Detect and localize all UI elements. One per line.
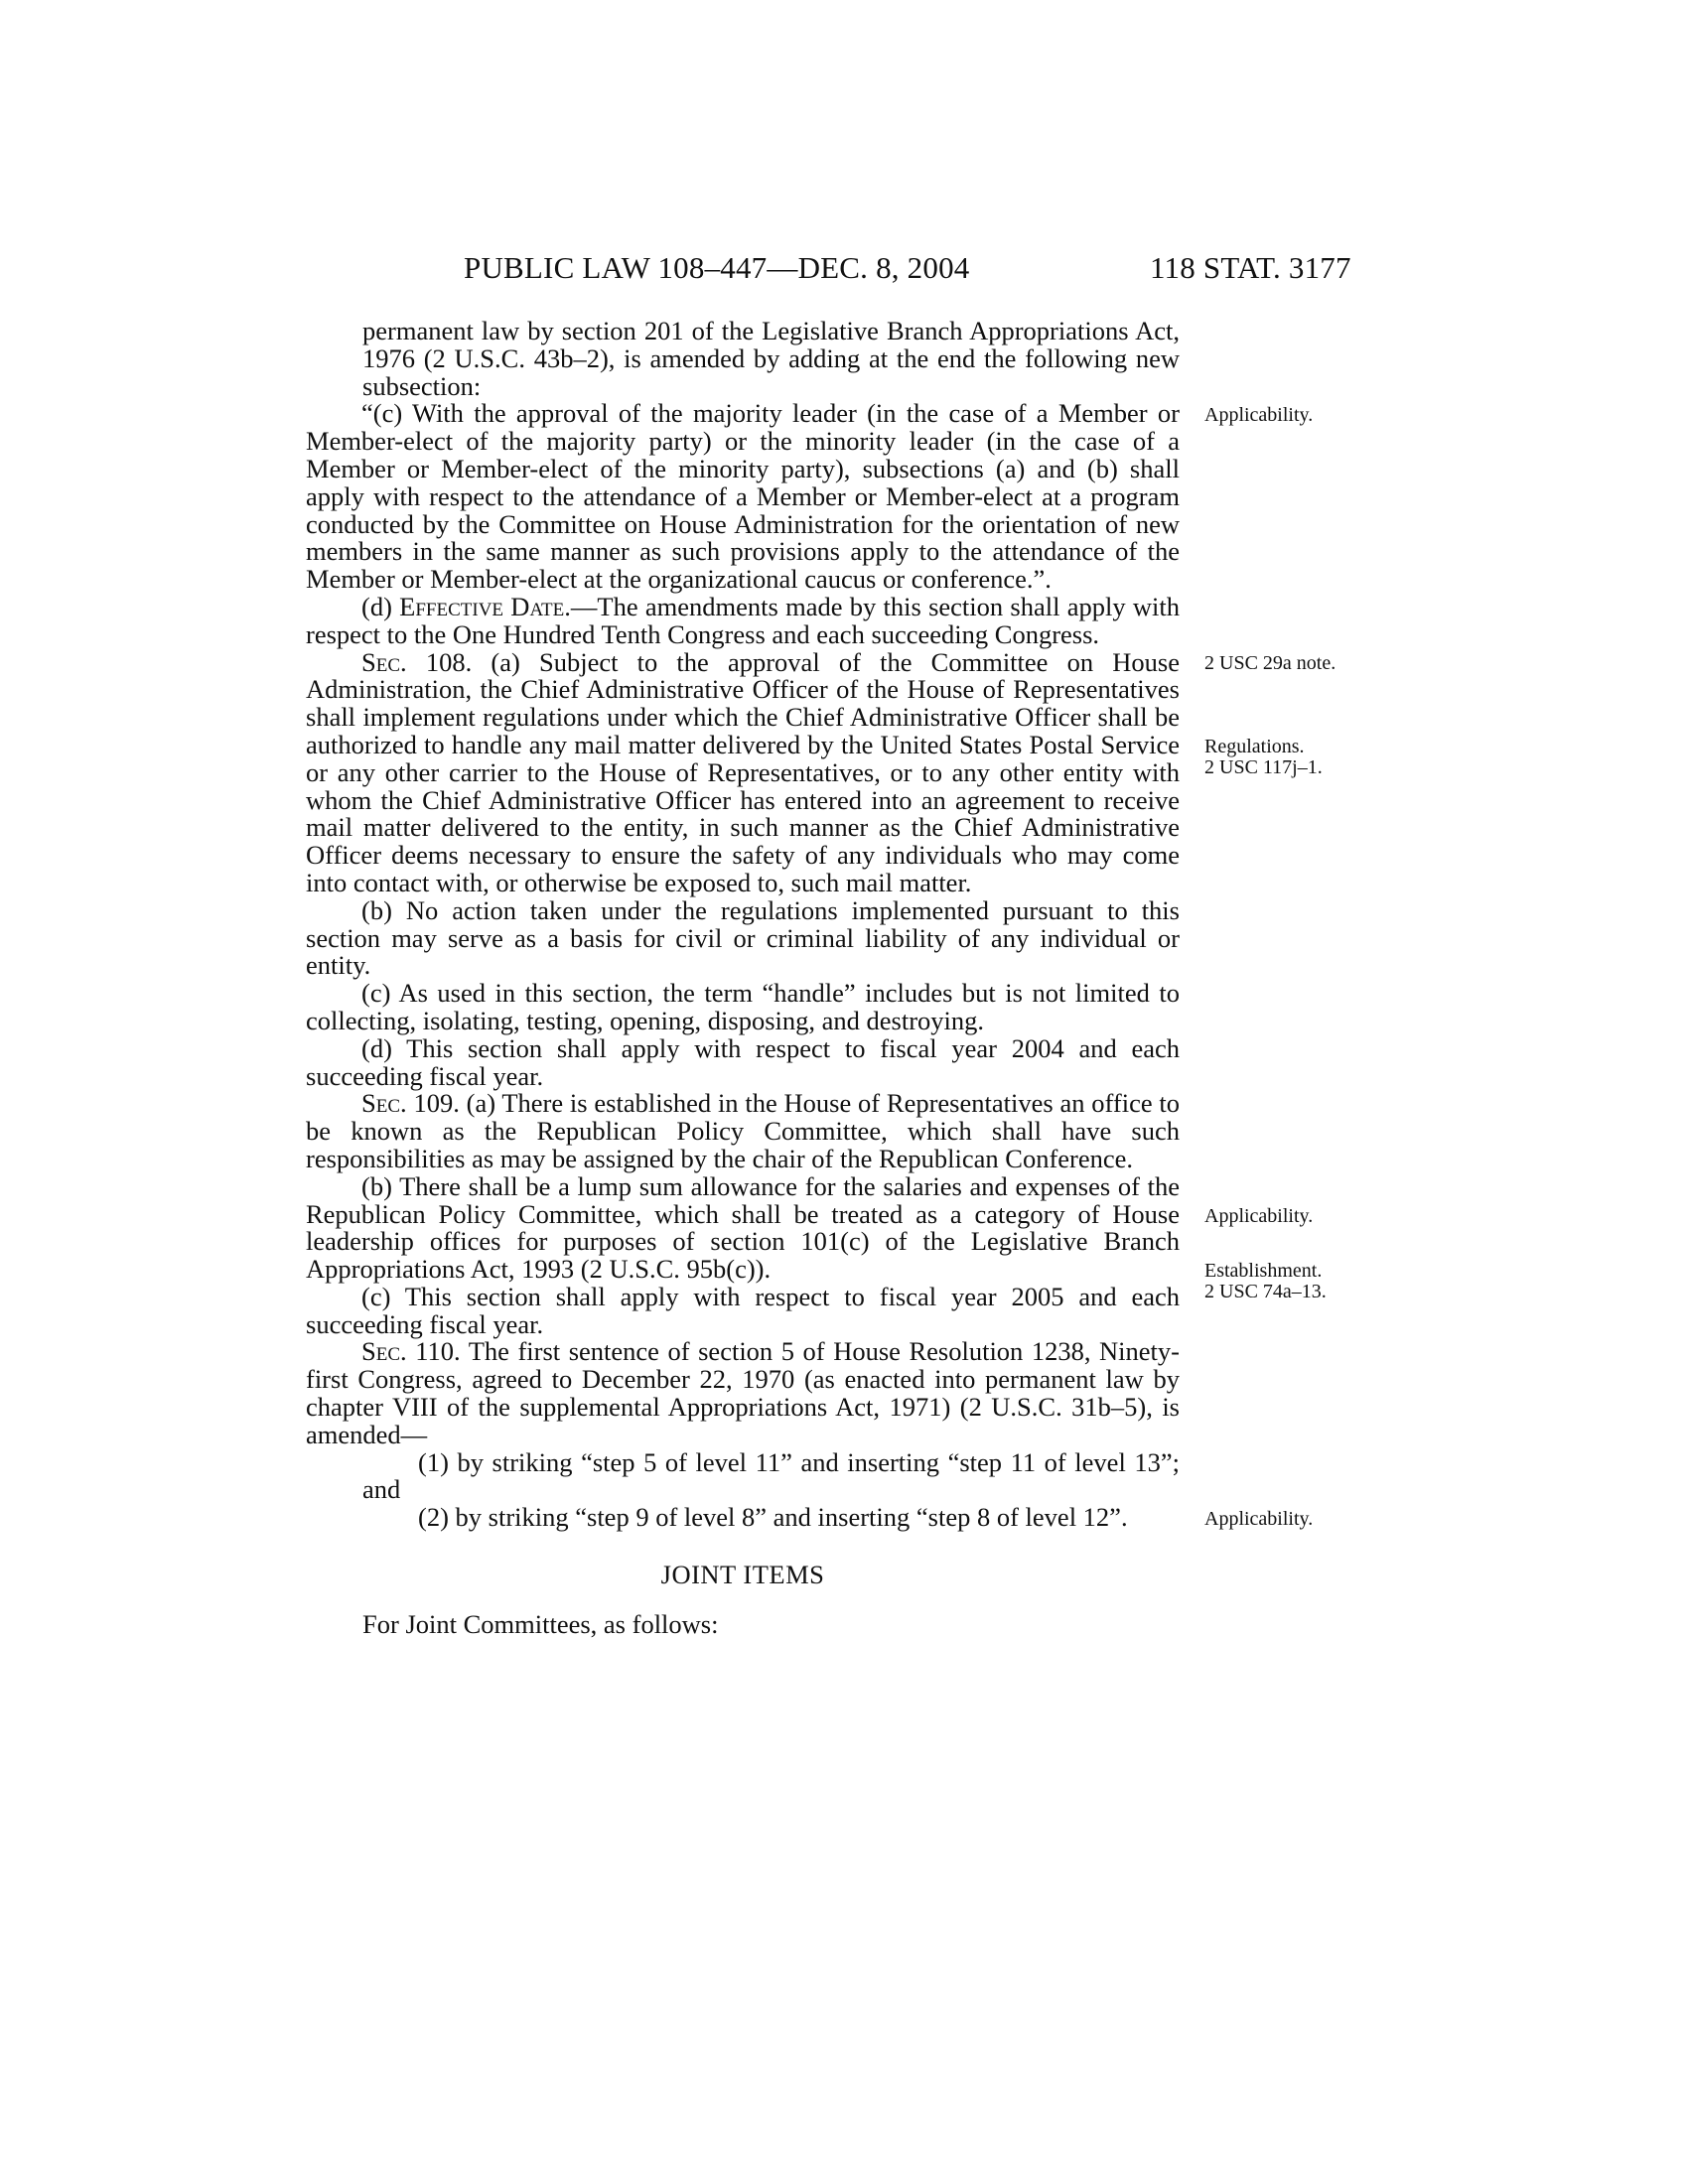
section-109-a [306,1090,1180,1172]
section-109-text: . 109. (a) There is established in the House of Representatives an office to be known as the Republican Policy Committee, which shall have such responsibilities as may be assigned by the chair of the Republican Conference. [306,1088,1180,1173]
list-item-2: (2) by striking “step 9 of level 8” and inserting “step 8 of level 12”. [418,1502,1128,1533]
margin-note-establishment: Establishment. [1204,1260,1323,1282]
section-109-b: (b) There shall be a lump sum allowance for the salaries and expenses of the Republican Policy Committee, which shall be treated as a category of House leadership offices for purposes of section 101(c) of the Legislative Branch Appropriations Act, 1993 (2 U.S.C. 95b(c)). [306,1170,1180,1285]
section-108-c: (c) As used in this section, the term “handle” includes but is not limited to collecting, isolating, testing, opening, disposing, and destroying. [306,978,1180,1035]
paragraph-continuation: permanent law by section 201 of the Legislative Branch Appropriations Act, 1976 (2 U.S.C. 43b–2), is amended by adding at the end the following new subsection: [362,316,1180,401]
paragraph-subsection-c: “(c) With the approval of the majority leader (in the case of a Member or Member-elect of the majority party) or the minority leader (in the case of a Member or Member-elect of the minority party), subsections (a) and (b) shall apply with respect to the attendance of a Member or Member-elect at a program conducted by the Committee on House Administration for the orientation of new members in the same manner as such provisions apply to the attendance of the Member or Member-elect at the organizational caucus or conference.”. [306,398,1180,595]
sec-label: Sec [361,1336,401,1367]
joint-items-heading: JOINT ITEMS [660,1560,825,1590]
section-110 [306,1338,1180,1448]
section-108-a [306,646,1180,897]
section-108-b: (b) No action taken under the regulations implemented pursuant to this section may serve as a basis for civil or criminal liability of any individual or entity. [306,894,1180,981]
margin-note-applicability: Applicability. [1204,404,1314,426]
section-109-c: (c) This section shall apply with respect to fiscal year 2005 and each succeeding fiscal year. [306,1281,1180,1339]
list-item-1: (1) by striking “step 5 of level 11” and inserting “step 11 of level 13”; and [362,1446,1180,1505]
margin-note-applicability: Applicability. [1204,1508,1314,1530]
document-body [306,318,1180,1639]
section-108-d: (d) This section shall apply with respect to fiscal year 2004 and each succeeding fiscal year. [306,1032,1180,1091]
margin-note-usc-117j: 2 USC 117j–1. [1204,756,1323,778]
statute-page-number: 118 STAT. 3177 [1150,250,1351,285]
sec-label: Sec [361,1088,401,1119]
joint-committees-line: For Joint Committees, as follows: [362,1608,719,1639]
paragraph-effective-date [306,591,1180,649]
effective-date-text: .—The amendments made by this section shall apply with respect to the One Hundred Tenth Congress and each succeeding Congress. [306,591,1180,649]
effective-date-heading: Effective Date [399,591,565,621]
sec-label: Sec [361,646,401,677]
margin-note-applicability: Applicability. [1204,1205,1314,1227]
section-110-text: . 110. The first sentence of section 5 of House Resolution 1238, Ninety-first Congress, agreed to December 22, 1970 (as enacted into permanent law by chapter VIII of the supplemental Appropriations Act, 1971) (2 U.S.C. 31b–5), is amended— [306,1336,1180,1449]
margin-note-usc-74a: 2 USC 74a–13. [1204,1281,1327,1302]
page-header [0,250,1688,290]
section-108-text: . 108. (a) Subject to the approval of the Committee on House Administration, the Chief Administrative Officer of the House of Representatives shall implement regulations under which the Chief Administrative Officer shall be authorized to handle any mail matter delivered by the United States Postal Service or any other carrier to the House of Representatives, or to any other entity with whom the Chief Administrative Officer has entered into an agreement to receive mail matter delivered to the entity, in such manner as the Chief Administrative Officer deems necessary to ensure the safety of any individuals who may come into contact with, or otherwise be exposed to, such mail matter. [306,646,1180,897]
margin-note-usc-29a: 2 USC 29a note. [1204,652,1336,674]
label-d: (d) [361,591,400,621]
margin-note-regulations: Regulations. [1204,736,1305,757]
running-head: PUBLIC LAW 108–447—DEC. 8, 2004 [464,250,970,285]
